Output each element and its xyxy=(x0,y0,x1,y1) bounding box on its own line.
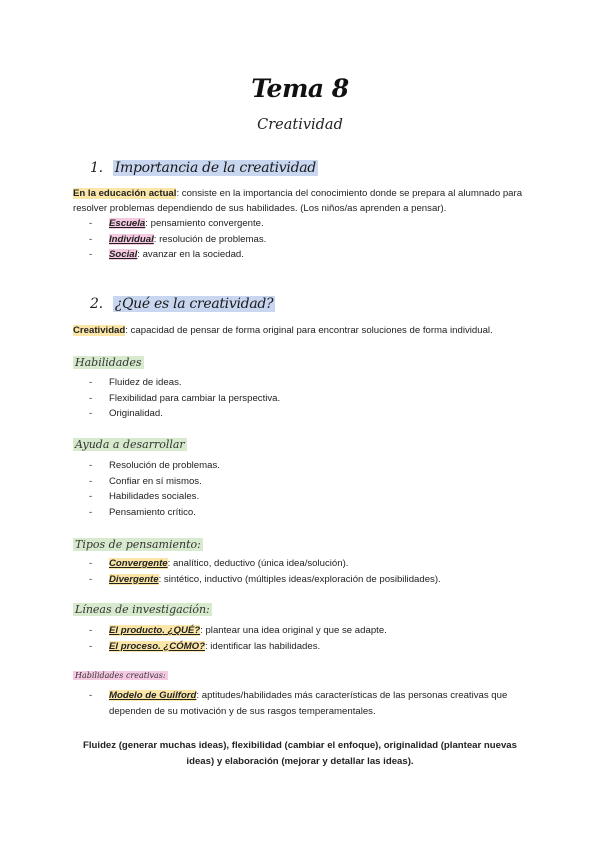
list-item: - Convergente: analítico, deductivo (única idea/solución). xyxy=(89,558,349,569)
creativas-list xyxy=(89,688,529,719)
list-item: - Escuela: pensamiento convergente. xyxy=(89,218,264,229)
list-item: - Originalidad. xyxy=(89,408,163,419)
list-item: - Individual: resolución de problemas. xyxy=(89,233,267,245)
lineas-heading: Líneas de investigación: xyxy=(75,603,210,616)
section-1-title: Importancia de la creatividad xyxy=(114,160,316,176)
section-2-heading xyxy=(90,296,275,312)
habilidades-list xyxy=(89,375,280,422)
ayuda-heading: Ayuda a desarrollar xyxy=(75,438,185,451)
list-item: - Divergente: sintético, inductivo (múltiples ideas/exploración de posibilidades). xyxy=(89,573,441,585)
list-item: - Resolución de problemas. xyxy=(89,460,220,471)
page-subtitle: Creatividad xyxy=(257,117,343,133)
closing-summary: Fluidez (generar muchas ideas), flexibilidad (cambiar el enfoque), originalidad (plantear nuevas ideas) y elaboración (mejorar y detallar las ideas). xyxy=(83,740,517,767)
list-item: - El proceso. ¿CÓMO?: identificar las habilidades. xyxy=(89,640,321,652)
section-1-heading xyxy=(90,160,318,176)
section-1-number: 1. xyxy=(90,160,103,176)
intro-text: : consiste en la importancia del conocimiento donde se prepara al alumnado para resolver problemas dependiendo de sus habilidades. (Los niños/as aprenden a pensar). xyxy=(73,188,523,214)
section-1-intro xyxy=(73,186,533,216)
list-item: - Modelo de Guilford: aptitudes/habilidades más características de las personas creativas que dependen de su motivación y de sus rasgos temperamentales. xyxy=(89,690,508,717)
definition-text: : capacidad de pensar de forma original para encontrar soluciones de forma individual. xyxy=(125,325,493,336)
list-item: - Confiar en sí mismos. xyxy=(89,475,202,487)
list-item: - Social: avanzar en la sociedad. xyxy=(89,249,244,260)
page-title: Tema 8 xyxy=(251,74,349,103)
section-2-title: ¿Qué es la creatividad? xyxy=(114,296,274,312)
list-item: - El producto. ¿QUÉ?: plantear una idea original y que se adapte. xyxy=(89,625,387,636)
section-2-number: 2. xyxy=(90,296,103,312)
habilidades-heading: Habilidades xyxy=(75,356,142,369)
tipos-heading: Tipos de pensamiento: xyxy=(75,538,201,551)
tipos-list xyxy=(89,556,441,587)
list-item: - Pensamiento crítico. xyxy=(89,506,196,518)
creatividad-definition xyxy=(73,323,533,338)
creativas-heading: Habilidades creativas: xyxy=(75,671,166,680)
list-item: - Fluidez de ideas. xyxy=(89,377,182,388)
ayuda-list xyxy=(89,458,220,520)
lineas-list xyxy=(89,623,387,654)
definition-term: Creatividad xyxy=(73,325,126,336)
list-item: - Flexibilidad para cambiar la perspectiva. xyxy=(89,392,281,404)
section-1-list xyxy=(89,216,266,263)
intro-term: En la educación actual xyxy=(73,188,177,199)
list-item: - Habilidades sociales. xyxy=(89,491,200,502)
